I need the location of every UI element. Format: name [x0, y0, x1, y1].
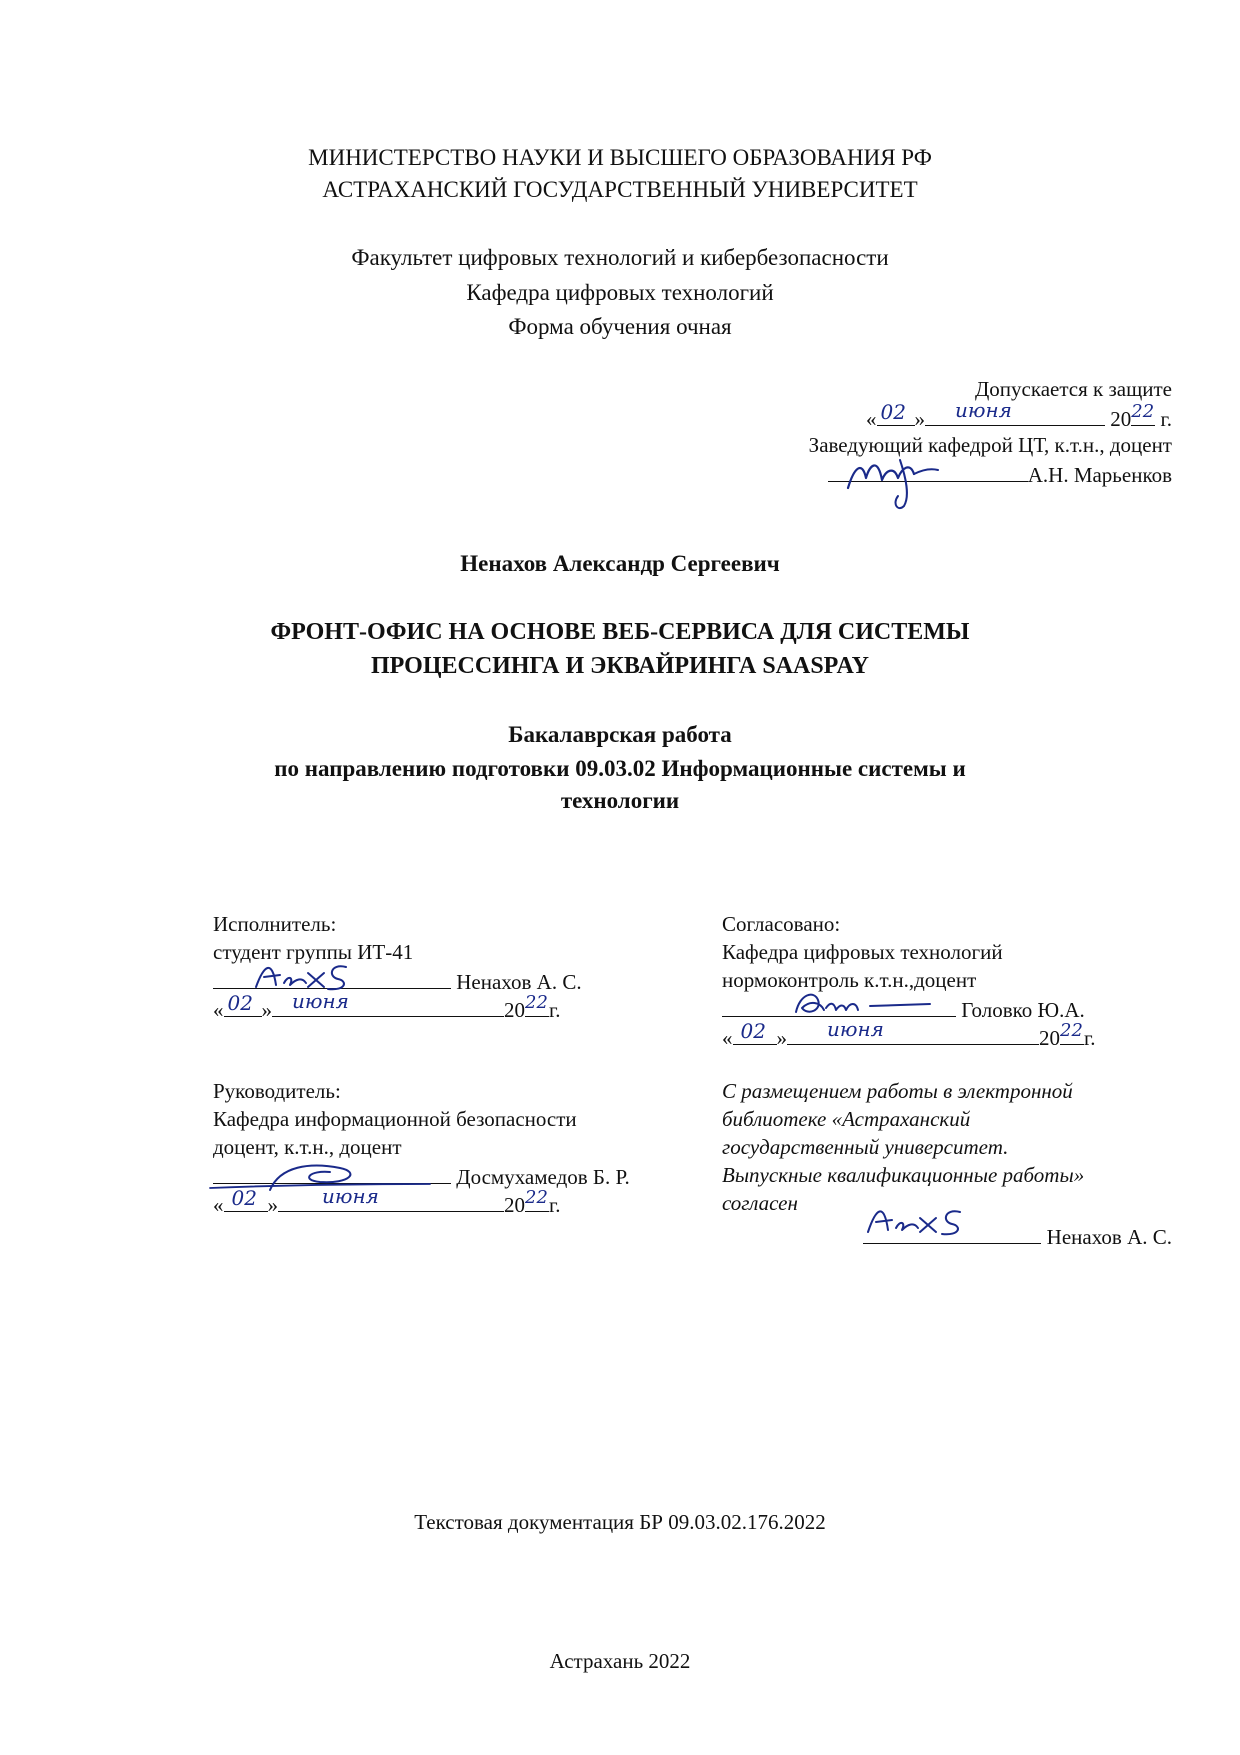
work-type-line-3: технологии: [560, 788, 680, 813]
year-suffix: г.: [1084, 1026, 1096, 1050]
consent-line-2: библиотеке «Астраханский: [722, 1107, 971, 1131]
agreed-date-line: « 02 » июня 20 22 г.: [722, 1017, 1096, 1050]
day-handwritten: 02: [740, 1019, 766, 1043]
consent-signature-line: [863, 1221, 1172, 1251]
month-handwritten: июня: [292, 989, 349, 1013]
year-prefix: 20: [504, 998, 525, 1022]
work-title-line-1: ФРОНТ-ОФИС НА ОСНОВЕ ВЕБ-СЕРВИСА ДЛЯ СИСТЕМЫ: [270, 619, 970, 645]
executor-signature-line: [213, 966, 582, 994]
consent-block: [722, 1077, 1084, 1217]
admitted-line: Допускается к защите: [974, 377, 1172, 401]
consent-line-4: Выпускные квалификационные работы»: [722, 1163, 1085, 1187]
agreed-name: Головко Ю.А.: [961, 998, 1085, 1022]
supervisor-date-line: « 02 » июня 20 22 г.: [213, 1184, 561, 1217]
day-blank: [224, 991, 262, 1017]
work-type-line-2: по направлению подготовки 09.03.02 Информационные системы и: [274, 756, 966, 781]
department-line: Кафедра цифровых технологий: [466, 280, 774, 305]
month-handwritten: июня: [322, 1184, 379, 1208]
year-blank: [525, 1189, 549, 1212]
day-handwritten: 02: [880, 400, 906, 424]
quote-open: «: [866, 407, 877, 431]
year-handwritten: 22: [1060, 1020, 1083, 1041]
year-suffix: г.: [549, 1193, 561, 1217]
supervisor-department: Кафедра информационной безопасности: [213, 1107, 577, 1131]
supervisor-label: Руководитель:: [213, 1079, 341, 1103]
year-prefix: 20: [504, 1193, 525, 1217]
author-name: Ненахов Александр Сергеевич: [460, 551, 780, 576]
month-handwritten: июня: [827, 1017, 884, 1041]
executor-name: Ненахов А. С.: [456, 970, 582, 994]
consent-line-5: согласен: [722, 1191, 798, 1215]
executor-label: Исполнитель:: [213, 912, 337, 936]
day-handwritten: 02: [231, 1186, 257, 1210]
head-name: А.Н. Марьенков: [1027, 463, 1172, 487]
year-handwritten: 22: [1131, 401, 1155, 422]
year-suffix: г.: [549, 998, 561, 1022]
ministry-line: МИНИСТЕРСТВО НАУКИ И ВЫСШЕГО ОБРАЗОВАНИЯ РФ: [308, 145, 932, 170]
executor-block: [213, 910, 582, 1022]
signature-blank: [213, 966, 451, 989]
year-blank: [1060, 1022, 1084, 1045]
city-year: Астрахань 2022: [549, 1649, 691, 1673]
supervisor-name: Досмухамедов Б. Р.: [456, 1165, 630, 1189]
consent-name: Ненахов А. С.: [1046, 1225, 1172, 1249]
month-handwritten: июня: [955, 398, 1012, 422]
signature-blank: [722, 994, 956, 1017]
approval-date-line: [866, 398, 1172, 433]
month-blank: [925, 398, 1105, 426]
year-blank: [525, 994, 549, 1017]
day-blank: [224, 1186, 268, 1212]
year-blank: [1131, 403, 1155, 426]
work-type-line-1: Бакалаврская работа: [508, 722, 732, 747]
signature-blank: [863, 1221, 1041, 1244]
head-title-line: Заведующий кафедрой ЦТ, к.т.н., доцент: [808, 433, 1172, 457]
year-handwritten: 22: [525, 1187, 548, 1208]
doc-code: Текстовая документация БР 09.03.02.176.2022: [414, 1510, 826, 1534]
agreed-label: Согласовано:: [722, 912, 841, 936]
year-suffix: г.: [1155, 407, 1172, 431]
year-prefix: 20: [1110, 407, 1132, 431]
year-prefix: 20: [1039, 1026, 1060, 1050]
supervisor-signature-line: [213, 1161, 630, 1189]
faculty-line: Факультет цифровых технологий и кибербезопасности: [351, 245, 889, 270]
supervisor-role: доцент, к.т.н., доцент: [213, 1135, 402, 1159]
day-handwritten: 02: [227, 991, 253, 1015]
head-signature-line: [828, 459, 1172, 489]
agreed-block: [722, 910, 1096, 1050]
executor-group: студент группы ИТ-41: [213, 940, 414, 964]
university-line: АСТРАХАНСКИЙ ГОСУДАРСТВЕННЫЙ УНИВЕРСИТЕТ: [322, 177, 918, 202]
supervisor-block: [213, 1077, 630, 1217]
work-title-line-2: ПРОЦЕССИНГА И ЭКВАЙРИНГА SAASPAY: [370, 653, 870, 679]
signature-blank: [213, 1161, 451, 1184]
executor-date-line: « 02 » июня 20 22 г.: [213, 989, 561, 1022]
day-blank: [877, 400, 915, 426]
signature-blank: [828, 459, 1028, 482]
consent-line-3: государственный университет.: [722, 1135, 1009, 1159]
study-form-line: Форма обучения очная: [508, 314, 732, 339]
quote-close: »: [914, 407, 925, 431]
agreed-department: Кафедра цифровых технологий: [722, 940, 1003, 964]
consent-line-1: С размещением работы в электронной: [722, 1079, 1073, 1103]
year-handwritten: 22: [525, 992, 548, 1013]
agreed-role: нормоконтроль к.т.н.,доцент: [722, 968, 977, 992]
agreed-signature-line: [722, 994, 1096, 1022]
day-blank: [733, 1019, 777, 1045]
